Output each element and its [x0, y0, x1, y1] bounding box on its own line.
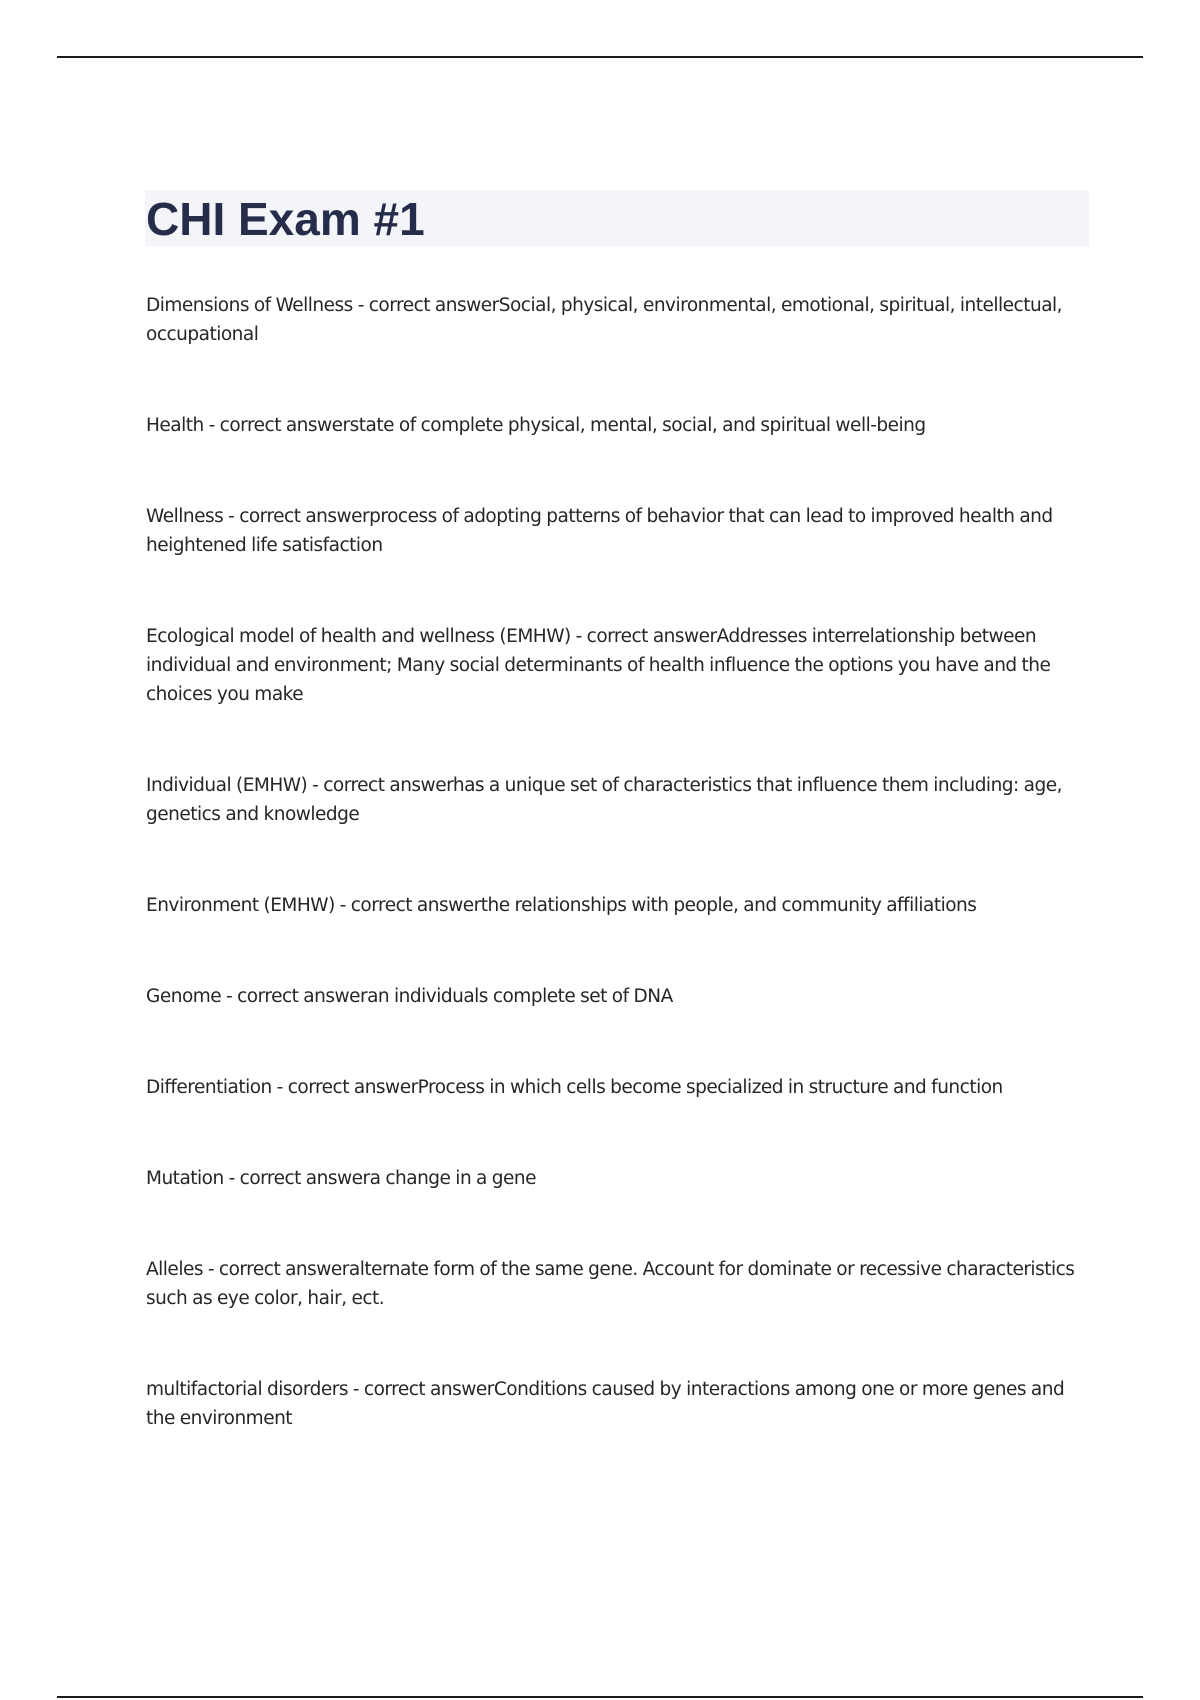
page-title: CHI Exam #1: [146, 193, 425, 245]
qa-list: [146, 291, 1091, 1495]
qa-entry-genome: Genome - correct answeran individuals complete set of DNA: [146, 986, 673, 1007]
qa-entry-dimensions-of-wellness: Dimensions of Wellness - correct answerSocial, physical, environmental, emotional, spiritual, intellectual, occupational: [146, 295, 1063, 345]
qa-entry-multifactorial-disorders: multifactorial disorders - correct answerConditions caused by interactions among one or more genes and the environment: [146, 1379, 1065, 1429]
qa-entry-environment: Environment (EMHW) - correct answerthe relationships with people, and community affiliations: [146, 895, 977, 916]
qa-entry-alleles: Alleles - correct answeralternate form of the same gene. Account for dominate or recessive characteristics such as eye color, hair, ect.: [146, 1259, 1075, 1309]
qa-entry-ecological-model: Ecological model of health and wellness (EMHW) - correct answerAddresses interrelationship between individual and environment; Many social determinants of health influence the options you have and the choices you make: [146, 626, 1051, 705]
top-rule: [57, 56, 1143, 58]
bottom-rule: [57, 1696, 1143, 1698]
qa-entry-differentiation: Differentiation - correct answerProcess in which cells become specialized in structure and function: [146, 1077, 1003, 1098]
qa-entry-individual: Individual (EMHW) - correct answerhas a unique set of characteristics that influence them including: age, genetics and knowledge: [146, 775, 1062, 825]
qa-entry-wellness: Wellness - correct answerprocess of adopting patterns of behavior that can lead to improved health and heightened life satisfaction: [146, 506, 1053, 556]
qa-entry-health: Health - correct answerstate of complete physical, mental, social, and spiritual well-being: [146, 415, 926, 436]
qa-entry-mutation: Mutation - correct answera change in a gene: [146, 1168, 537, 1189]
